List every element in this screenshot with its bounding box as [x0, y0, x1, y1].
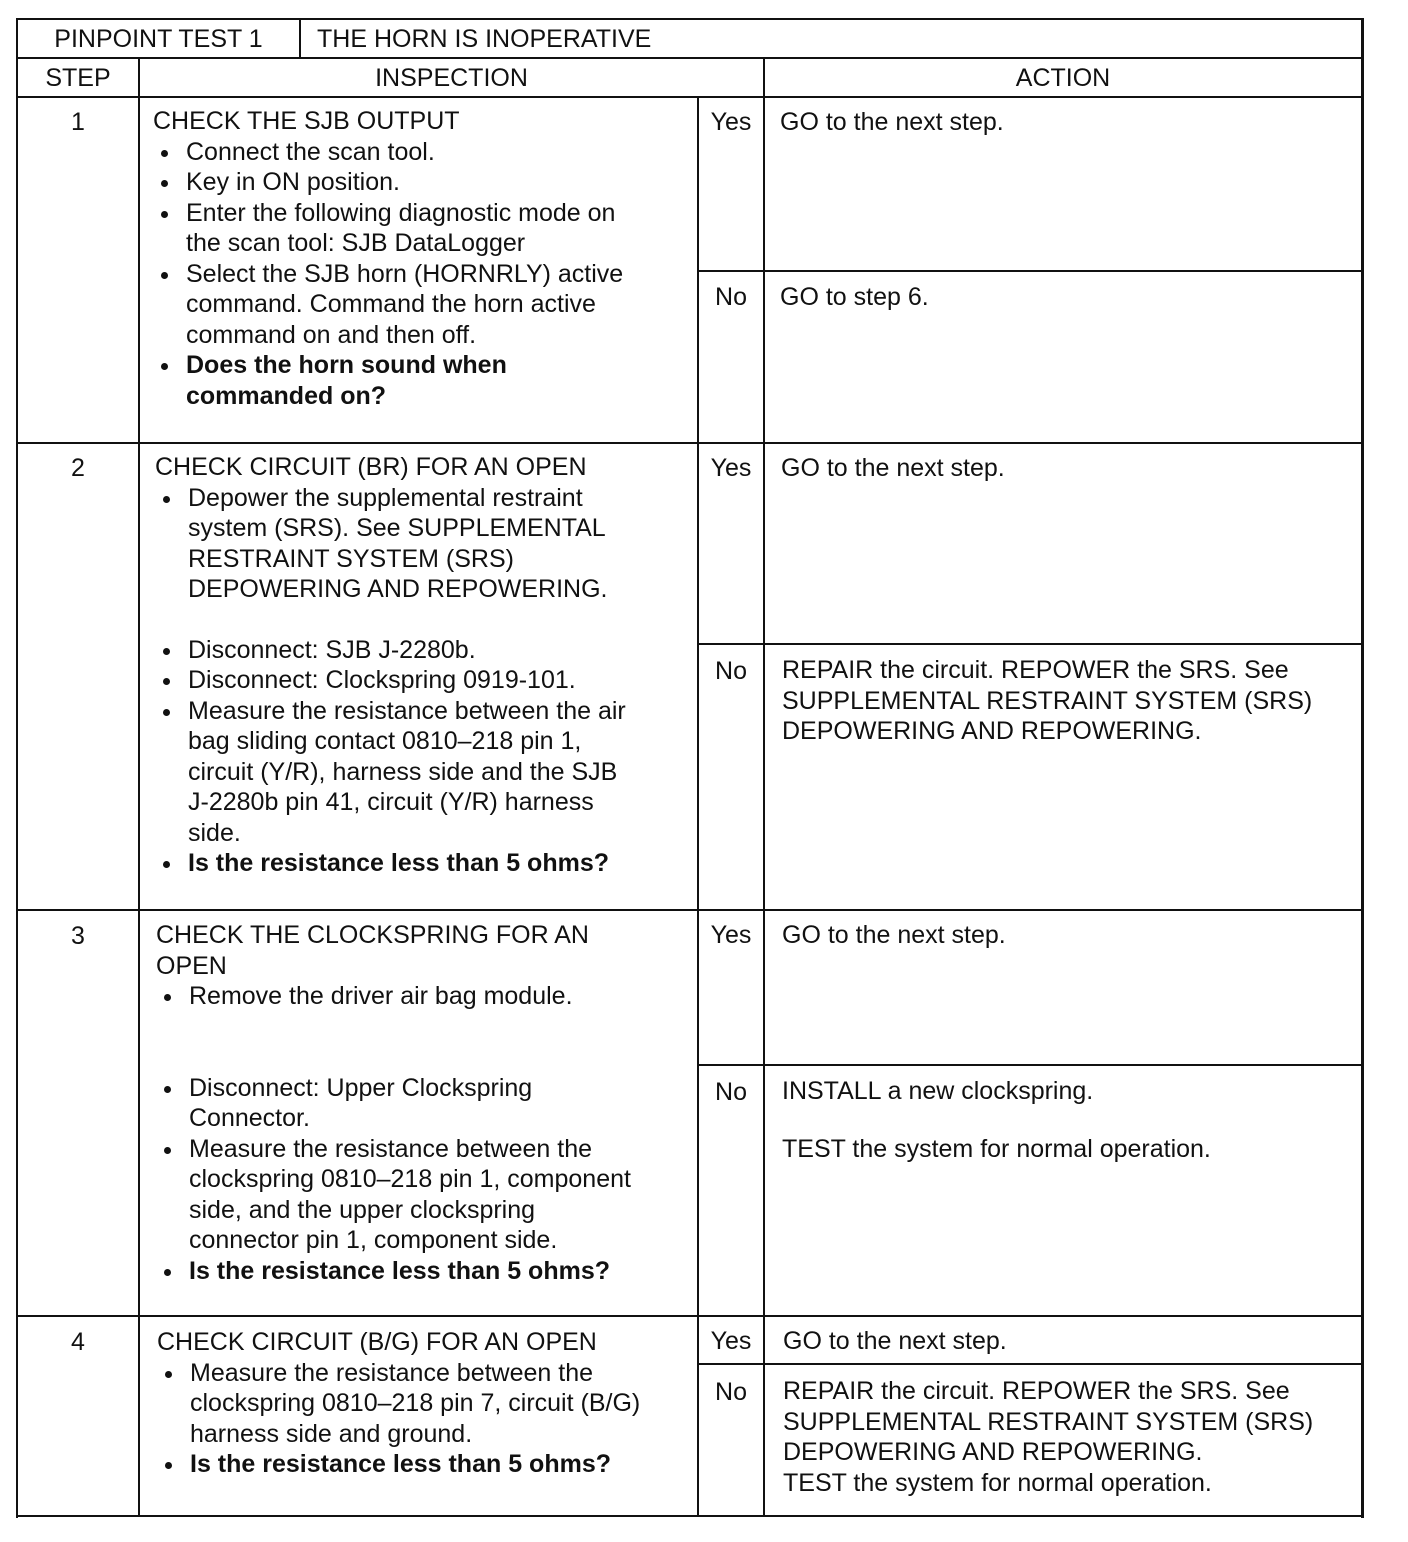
no-label: No — [715, 1378, 747, 1406]
inspection-title: CHECK CIRCUIT (BR) FOR AN OPEN — [155, 453, 587, 481]
list-item: Enter the following diagnostic mode on the scan tool: SJB DataLogger — [153, 198, 623, 259]
step-divider-3 — [16, 1315, 1364, 1317]
no-action: INSTALL a new clockspring. TEST the system for normal operation. — [782, 1077, 1211, 1163]
yes-no-divider-2 — [697, 643, 1364, 645]
column-header-action: ACTION — [1015, 64, 1111, 92]
table-border-right — [1361, 18, 1364, 1518]
test-id: PINPOINT TEST 1 — [54, 25, 263, 53]
yes-label: Yes — [710, 921, 752, 949]
yes-no-divider-4 — [697, 1363, 1364, 1365]
yes-no-divider-1 — [697, 270, 1364, 272]
step-divider-2 — [16, 909, 1364, 911]
step-divider-1 — [16, 442, 1364, 444]
inspection-question: Does the horn sound when commanded on? — [153, 350, 623, 411]
step-column-divider — [138, 57, 140, 1517]
inspection-bullets — [157, 1358, 640, 1480]
inspection-title: CHECK THE CLOCKSPRING FOR AN — [156, 921, 589, 949]
inspection-cell — [155, 452, 626, 879]
inspection-question: Is the resistance less than 5 ohms? — [156, 1256, 631, 1287]
inspection-cell — [157, 1327, 640, 1480]
table-border-top — [16, 18, 1364, 20]
yes-action: GO to the next step. — [782, 921, 1006, 949]
inspection-question: Is the resistance less than 5 ohms? — [157, 1449, 640, 1480]
step-number: 2 — [71, 454, 85, 482]
list-item: Disconnect: SJB J-2280b. — [155, 635, 626, 666]
inspection-title: CHECK CIRCUIT (B/G) FOR AN OPEN — [157, 1328, 597, 1356]
list-item: Disconnect: Upper Clockspring Connector. — [156, 1073, 631, 1134]
list-item: Disconnect: Clockspring 0919-101. — [155, 665, 626, 696]
inspection-cell — [156, 920, 631, 1286]
column-header-step: STEP — [45, 64, 111, 92]
yes-action: GO to the next step. — [783, 1327, 1007, 1355]
list-item: Measure the resistance between the clockspring 0810–218 pin 1, component side, and the upper clockspring connector pin 1, component side. — [156, 1134, 631, 1256]
test-title: THE HORN IS INOPERATIVE — [317, 25, 652, 53]
step-number: 3 — [71, 922, 85, 950]
yes-action: GO to the next step. — [781, 454, 1005, 482]
step-number: 1 — [71, 108, 85, 136]
table-border-left — [16, 18, 18, 1518]
column-header-divider — [16, 96, 1364, 98]
inspection-bullets — [155, 483, 626, 879]
header-cell-divider — [299, 18, 301, 58]
no-label: No — [715, 283, 747, 311]
list-item: Connect the scan tool. — [153, 137, 623, 168]
list-item: Select the SJB horn (HORNRLY) active command. Command the horn active command on and then off. — [153, 259, 623, 351]
header-divider — [16, 57, 1364, 59]
yes-label: Yes — [710, 1327, 752, 1355]
yes-no-divider-3 — [697, 1064, 1364, 1066]
no-action: GO to step 6. — [780, 283, 929, 311]
yes-label: Yes — [710, 108, 752, 136]
inspection-bullets — [156, 981, 631, 1286]
column-header-inspection: INSPECTION — [375, 64, 528, 92]
list-item: Key in ON position. — [153, 167, 623, 198]
inspection-bullets — [153, 137, 623, 412]
step-number: 4 — [71, 1328, 85, 1356]
inspection-question: Is the resistance less than 5 ohms? — [155, 848, 626, 879]
no-action: REPAIR the circuit. REPOWER the SRS. See SUPPLEMENTAL RESTRAINT SYSTEM (SRS) DEPOWERING AND REPOWERING. — [782, 656, 1313, 745]
list-item: Depower the supplemental restraint system (SRS). See SUPPLEMENTAL RESTRAINT SYSTEM (SRS) DEPOWERING AND REPOWERING. — [155, 483, 626, 605]
inspection-title-cont: OPEN — [156, 951, 227, 980]
inspection-title: CHECK THE SJB OUTPUT — [153, 107, 460, 135]
inspection-action-divider — [763, 57, 765, 1517]
table-border-bottom — [16, 1515, 1364, 1517]
no-action: REPAIR the circuit. REPOWER the SRS. See SUPPLEMENTAL RESTRAINT SYSTEM (SRS) DEPOWERING AND REPOWERING. TEST the system for normal operation. — [783, 1377, 1314, 1497]
list-item: Measure the resistance between the air bag sliding contact 0810–218 pin 1, circuit (Y/R), harness side and the SJB J-2280b pin 41, circuit (Y/R) harness side. — [155, 696, 626, 849]
yes-label: Yes — [710, 454, 752, 482]
yes-action: GO to the next step. — [780, 108, 1004, 136]
no-label: No — [715, 1078, 747, 1106]
list-item: Measure the resistance between the clockspring 0810–218 pin 7, circuit (B/G) harness side and ground. — [157, 1358, 640, 1450]
no-label: No — [715, 657, 747, 685]
list-item: Remove the driver air bag module. — [156, 981, 631, 1012]
inspection-cell — [153, 106, 623, 411]
